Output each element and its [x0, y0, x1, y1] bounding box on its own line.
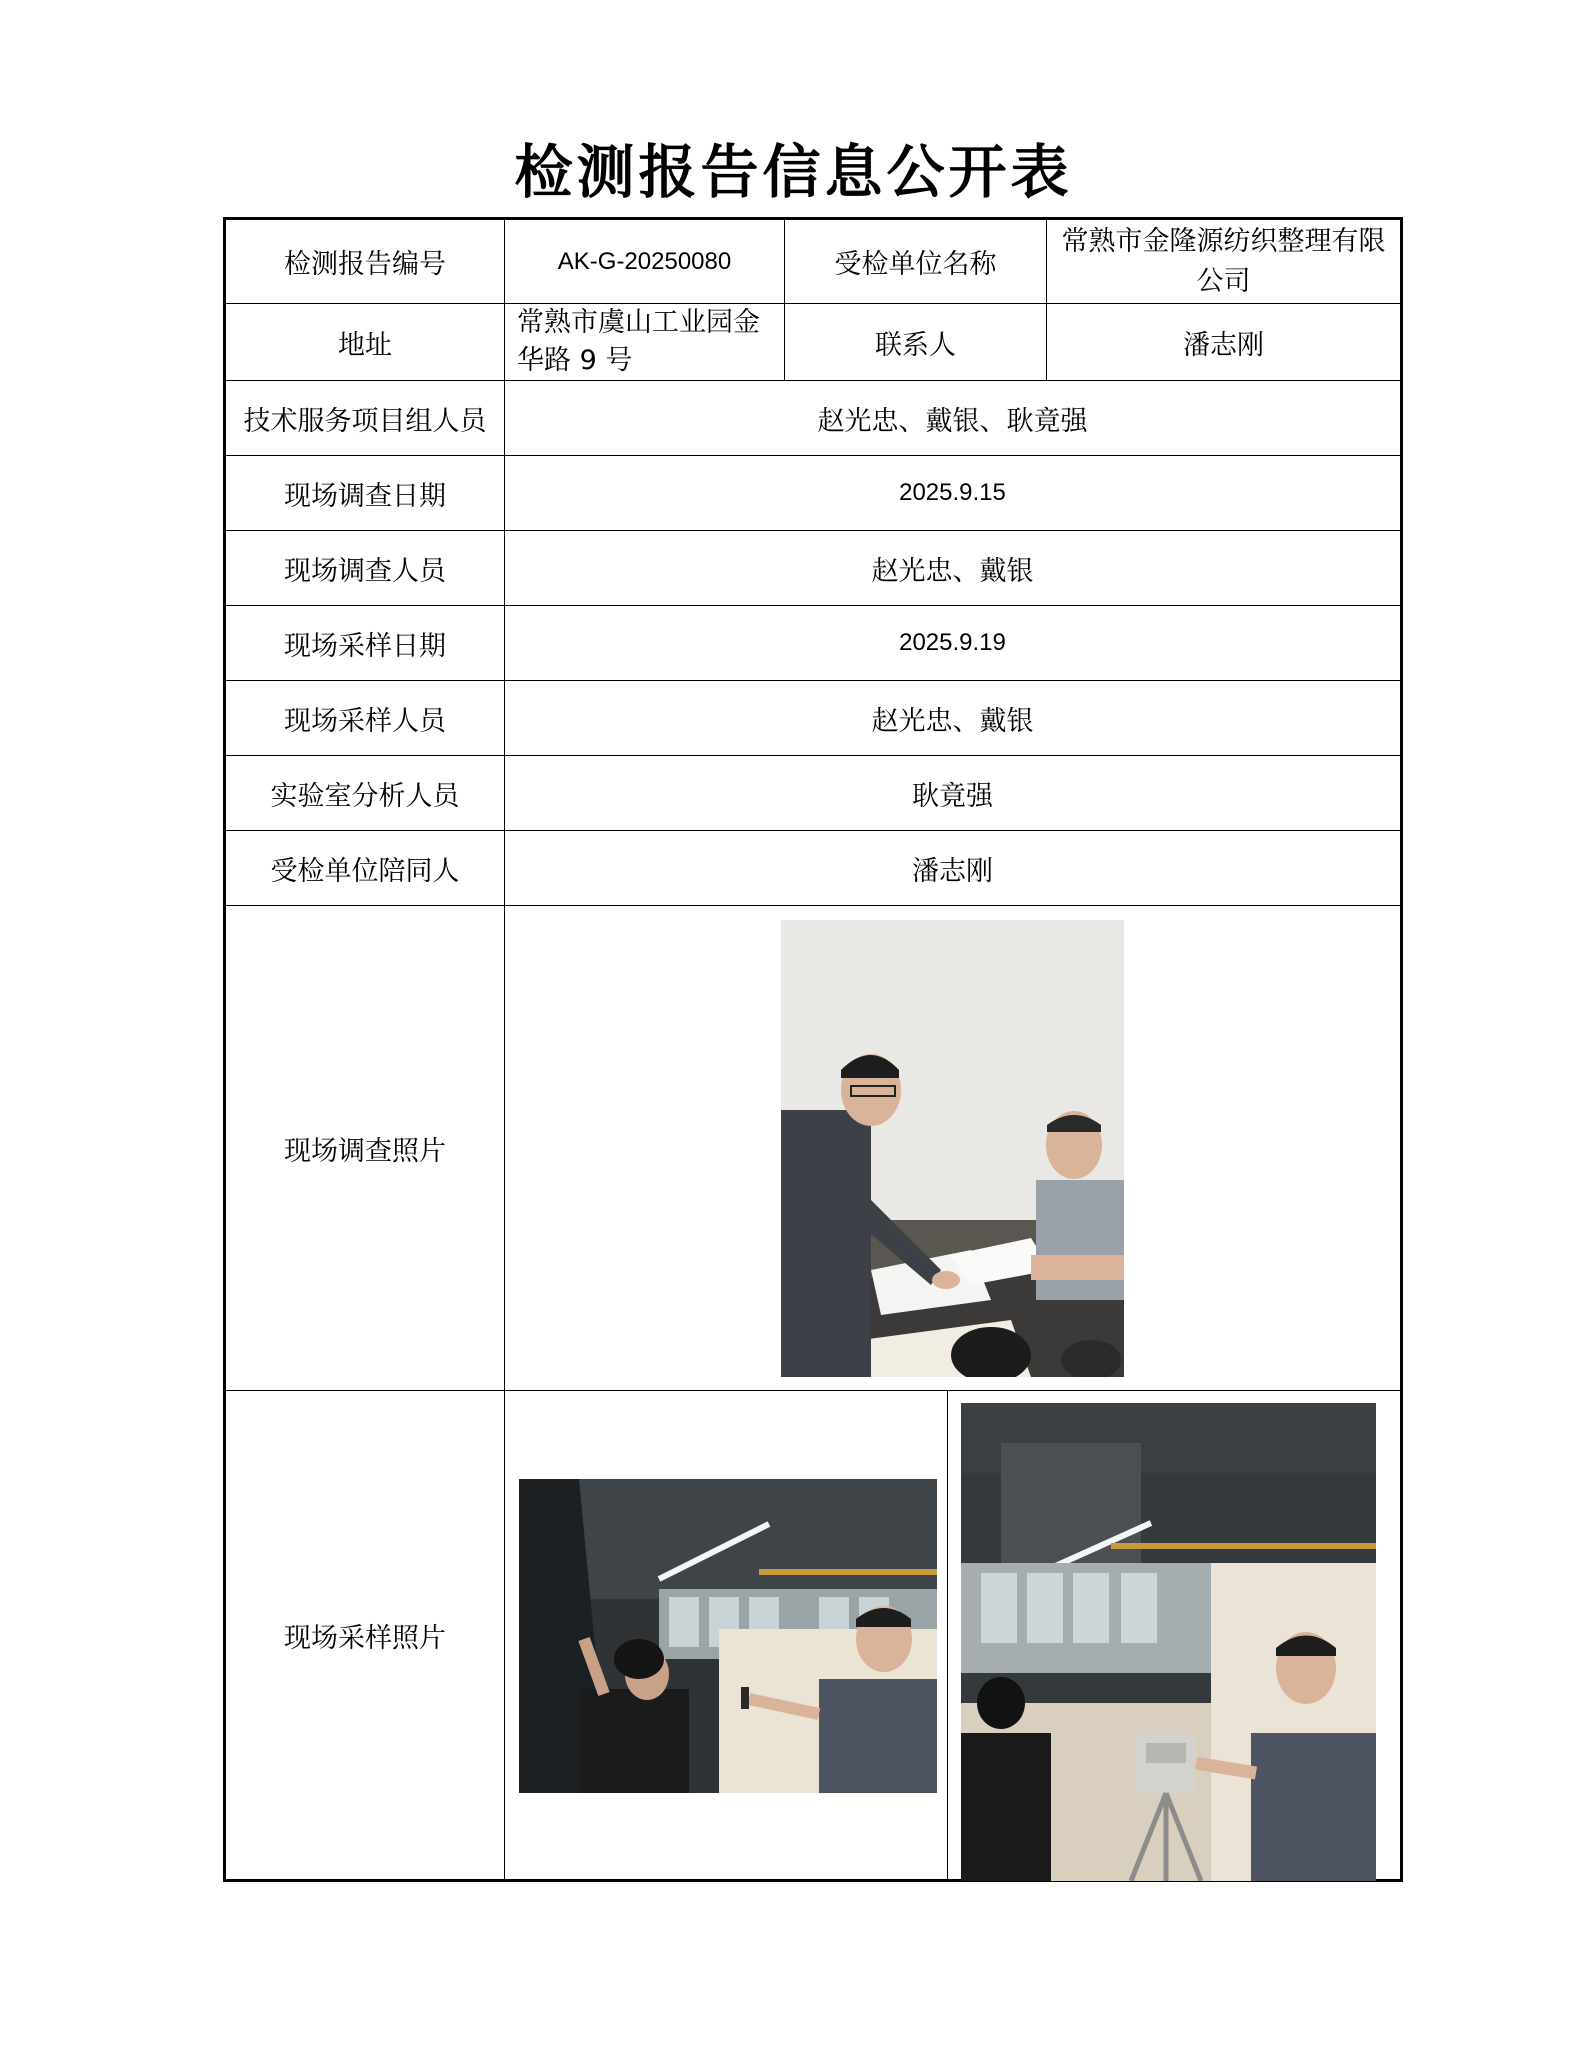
row-survey-date — [225, 456, 1402, 531]
survey-staff-value: 赵光忠、戴银 — [505, 531, 1402, 606]
team-value: 赵光忠、戴银、耿竟强 — [505, 381, 1402, 456]
lab-staff-label: 实验室分析人员 — [225, 756, 505, 831]
row-survey-staff — [225, 531, 1402, 606]
survey-date-value: 2025.9.15 — [505, 456, 1402, 531]
survey-photo-cell — [505, 906, 1402, 1391]
sampling-photo-2-image — [961, 1403, 1376, 1881]
report-table — [223, 217, 1403, 1882]
team-label: 技术服务项目组人员 — [225, 381, 505, 456]
report-no-value: AK-G-20250080 — [505, 219, 785, 304]
sampling-photo-label: 现场采样照片 — [225, 1391, 505, 1881]
row-survey-photo — [225, 906, 1402, 1391]
row-lab-staff — [225, 756, 1402, 831]
survey-photo — [781, 920, 1124, 1377]
sampling-date-label: 现场采样日期 — [225, 606, 505, 681]
report-no-label: 检测报告编号 — [225, 219, 505, 304]
sampling-photo-1-image — [519, 1479, 937, 1793]
lab-staff-value: 耿竟强 — [505, 756, 1402, 831]
sampling-date-value: 2025.9.19 — [505, 606, 1402, 681]
row-report-no — [225, 219, 1402, 304]
row-sampling-staff — [225, 681, 1402, 756]
survey-date-label: 现场调查日期 — [225, 456, 505, 531]
contact-label: 联系人 — [785, 304, 1047, 381]
sampling-staff-value: 赵光忠、戴银 — [505, 681, 1402, 756]
survey-photo-image — [781, 920, 1124, 1377]
address-value: 常熟市虞山工业园金华路 9 号 — [505, 304, 785, 381]
sampling-staff-label: 现场采样人员 — [225, 681, 505, 756]
sampling-photo-group — [505, 1391, 1400, 1879]
escort-label: 受检单位陪同人 — [225, 831, 505, 906]
unit-name-value: 常熟市金隆源纺织整理有限公司 — [1047, 219, 1402, 304]
unit-name-label: 受检单位名称 — [785, 219, 1047, 304]
row-escort — [225, 831, 1402, 906]
sampling-photo-2 — [961, 1403, 1376, 1881]
row-sampling-photo — [225, 1391, 1402, 1881]
escort-value: 潘志刚 — [505, 831, 1402, 906]
sampling-photo-cell — [505, 1391, 1402, 1881]
survey-photo-label: 现场调查照片 — [225, 906, 505, 1391]
sampling-photo-1 — [519, 1479, 937, 1793]
row-address — [225, 304, 1402, 381]
page-title: 检测报告信息公开表 — [514, 138, 1073, 206]
address-label: 地址 — [225, 304, 505, 381]
survey-staff-label: 现场调查人员 — [225, 531, 505, 606]
row-team — [225, 381, 1402, 456]
photo-divider — [947, 1391, 948, 1879]
contact-value: 潘志刚 — [1047, 304, 1402, 381]
row-sampling-date — [225, 606, 1402, 681]
